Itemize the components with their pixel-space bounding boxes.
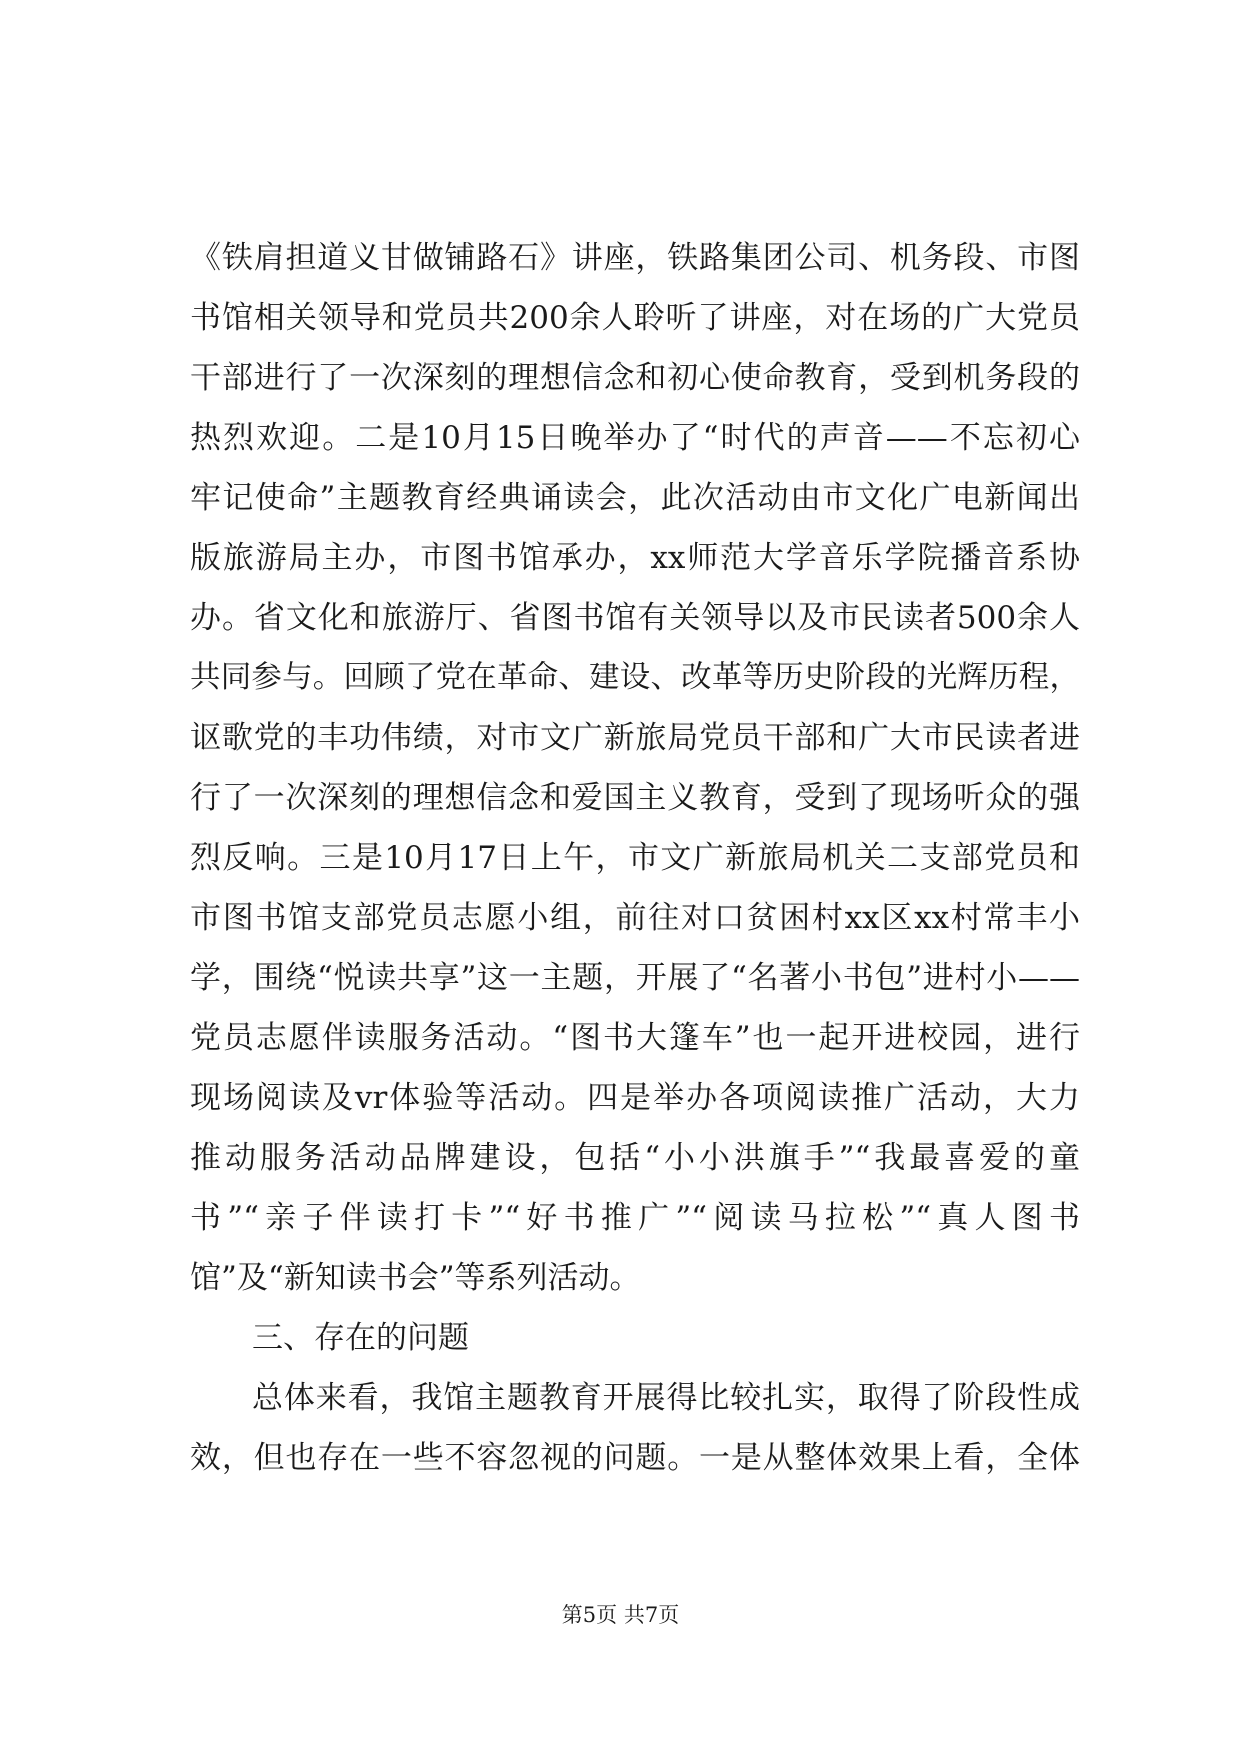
page-number: 第5页 共7页 (561, 1603, 680, 1627)
paragraph-line: 学，围绕“悦读共享”这一主题，开展了“名著小书包”进村小—— (190, 960, 1080, 996)
paragraph-line: 《铁肩担道义甘做铺路石》讲座，铁路集团公司、机务段、市图 (190, 240, 1080, 276)
paragraph-line: 市图书馆支部党员志愿小组，前往对口贫困村xx区xx村常丰小 (190, 900, 1080, 936)
paragraph-line: 办。省文化和旅游厅、省图书馆有关领导以及市民读者500余人 (190, 600, 1080, 636)
paragraph-line: 干部进行了一次深刻的理想信念和初心使命教育，受到机务段的 (190, 360, 1080, 396)
paragraph-line: 烈反响。三是10月17日上午，市文广新旅局机关二支部党员和 (190, 840, 1080, 876)
paragraph-line: 热烈欢迎。二是10月15日晚举办了“时代的声音——不忘初心 (190, 420, 1080, 456)
paragraph-line: 党员志愿伴读服务活动。“图书大篷车”也一起开进校园，进行 (190, 1020, 1080, 1056)
paragraph-line: 讴歌党的丰功伟绩，对市文广新旅局党员干部和广大市民读者进 (190, 720, 1080, 756)
paragraph-line: 行了一次深刻的理想信念和爱国主义教育，受到了现场听众的强 (190, 780, 1080, 816)
paragraph-line: 推动服务活动品牌建设，包括“小小洪旗手”“我最喜爱的童 (190, 1140, 1080, 1176)
paragraph-line: 馆”及“新知读书会”等系列活动。 (190, 1260, 641, 1296)
paragraph-line: 牢记使命”主题教育经典诵读会，此次活动由市文化广电新闻出 (190, 480, 1080, 516)
paragraph-line: 版旅游局主办，市图书馆承办，xx师范大学音乐学院播音系协 (190, 540, 1080, 576)
paragraph-line: 效，但也存在一些不容忽视的问题。一是从整体效果上看，全体 (190, 1440, 1080, 1476)
paragraph-line: 书”“亲子伴读打卡”“好书推广”“阅读马拉松”“真人图书 (190, 1200, 1080, 1236)
page-footer (0, 1600, 1241, 1630)
paragraph-line: 现场阅读及vr体验等活动。四是举办各项阅读推广活动，大力 (190, 1080, 1080, 1116)
paragraph-line: 总体来看，我馆主题教育开展得比较扎实，取得了阶段性成 (252, 1380, 1080, 1416)
document-body (190, 228, 1080, 1488)
paragraph-line: 书馆相关领导和党员共200余人聆听了讲座，对在场的广大党员 (190, 300, 1080, 336)
section-heading: 三、存在的问题 (252, 1320, 469, 1356)
paragraph-line: 共同参与。回顾了党在革命、建设、改革等历史阶段的光辉历程， (190, 660, 1080, 695)
